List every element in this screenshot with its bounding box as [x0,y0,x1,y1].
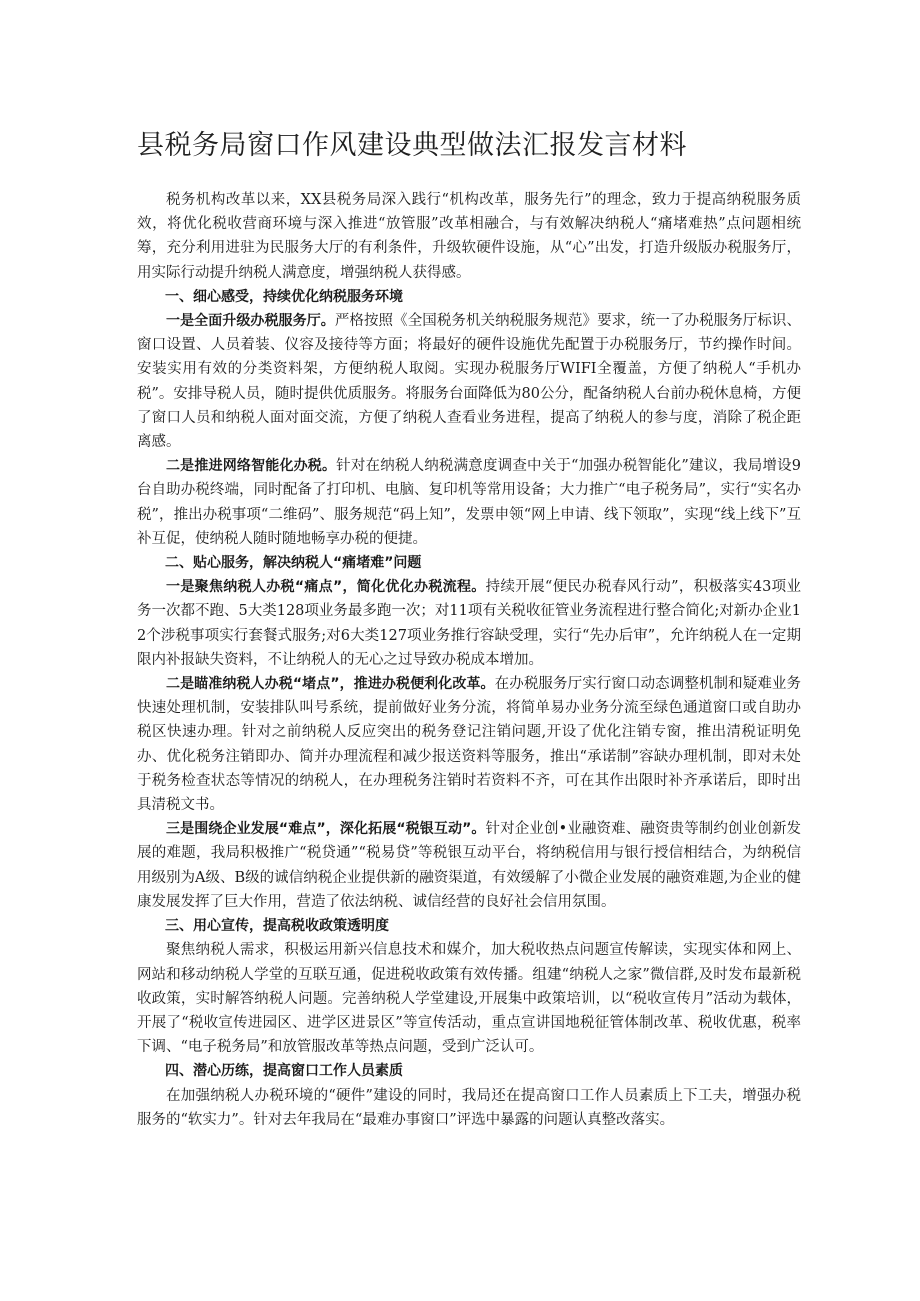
paragraph-text: 针对企业创•业融资难、融资贵等制约创业创新发展的难题，我局积极推广“税贷通”“税易贷”等税银互动平台，将纳税信用与银行授信相结合，为纳税信用级别为A级、B级的诚信纳税企业提供新的融资渠道，有效缓解了小微企业发展的融资难题,为企业的健康发展发挥了巨大作用，营造了依法纳税、诚信经营的良好社会信用氛围。 [137,821,801,910]
section-heading-4: 四、潜心历练，提高窗口工作人员素质 [165,1063,403,1080]
paragraph-text: 针对在纳税人纳税满意度调查中关于“加强办税智能化”建议，我局增设9台自助办税终端，同时配备了打印机、电脑、复印机等常用设备；大力推广“电子税务局”，实行“实名办税”，推出办税事项“二维码”、服务规范“码上知”，发票申领“网上申请、线下领取”，实现“线上线下”互补互促，使纳税人随时随地畅享办税的便捷。 [137,458,801,547]
body-paragraph: 聚焦纳税人需求，积极运用新兴信息技术和媒介，加大税收热点问题宣传解读，实现实体和网上、网站和移动纳税人学堂的互联互通，促进税收政策有效传播。组建“纳税人之家”微信群,及时发布最新税收政策，实时解答纳税人问题。完善纳税人学堂建设,开展集中政策培训，以“税收宣传月”活动为载体，开展了“税收宣传进园区、进学区进景区”等宣传活动，重点宣讲国地税征管体制改革、税收优惠，税率下调、“电子税务局”和放管服改革等热点问题，受到广泛认可。 [137,942,801,1056]
paragraph-lead: 二是推进网络智能化办税。 [166,458,337,475]
paragraph-text: 严格按照《全国税务机关纳税服务规范》要求，统一了办税服务厅标识、窗口设置、人员着装、仪容及接待等方面；将最好的硬件设施优先配置于办税服务厅，节约操作时间。安装实用有效的分类资料架，方便纳税人取阅。实现办税服务厅WIFI全覆盖，方便了纳税人“手机办税”。安排导税人员，随时提供优质服务。将服务台面降低为80公分，配备纳税人台前办税休息椅，方便了窗口人员和纳税人面对面交流，方便了纳税人查看业务进程，提高了纳税人的参与度，消除了税企距离感。 [137,313,802,451]
section-heading-3: 三、用心宣传，提高税收政策透明度 [165,918,389,935]
body-paragraph [137,672,801,817]
paragraph-text: 持续开展“便民办税春风行动”，积极落实43项业务一次都不跑、5大类128项业务最多跑一次；对11项有关税收征管业务流程进行整合简化;对新办企业12个涉税事项实行套餐式服务;对6大类127项业务推行容缺受理，实行“先办后审”，允许纳税人在一定期限内补报缺失资料，不让纳税人的无心之过导致办税成本增加。 [137,579,801,668]
paragraph-lead: 一是全面升级办税服务厅。 [166,313,335,330]
paragraph-lead: 二是瞄准纳税人办税“堵点”，推进办税便利化改革。 [166,676,495,693]
page-title: 县税务局窗口作风建设典型做法汇报发言材料 [137,130,687,161]
body-paragraph [137,454,801,551]
section-heading-1: 一、细心感受，持续优化纳税服务环境 [165,288,403,305]
section-heading-2: 二、贴心服务，解决纳税人“痛堵难”问题 [165,555,422,572]
paragraph-lead: 一是聚焦纳税人办税“痛点”，简化优化办税流程。 [166,579,486,596]
body-paragraph [137,575,801,672]
body-paragraph [137,309,801,454]
intro-paragraph: 税务机构改革以来，XX县税务局深入践行“机构改革，服务先行”的理念，致力于提高纳税服务质效，将优化税收营商环境与深入推进“放管服”改革相融合，与有效解决纳税人“痛堵难热”点问题相统筹，充分利用进驻为民服务大厅的有利条件，升级软硬件设施，从“心”出发，打造升级版办税服务厅，用实际行动提升纳税人满意度，增强纳税人获得感。 [137,192,801,281]
document-page [137,126,801,1132]
paragraph-text: 在办税服务厅实行窗口动态调整机制和疑难业务快速处理机制，安装排队叫号系统，提前做好业务分流，将简单易办业务分流至绿色通道窗口或自助办税区快速办理。针对之前纳税人反应突出的税务登记注销问题,开设了优化注销专窗，推出清税证明免办、优化税务注销即办、简并办理流程和减少报送资料等服务，推出“承诺制”容缺办理机制，即对未处于税务检查状态等情况的纳税人，在办理税务注销时若资料不齐，可在其作出限时补齐承诺后，即时出具清税文书。 [137,676,801,814]
body-paragraph [137,817,801,914]
body-paragraph: 在加强纳税人办税环境的“硬件”建设的同时，我局还在提高窗口工作人员素质上下工夫，增强办税服务的“软实力”。针对去年我局在“最难办事窗口”评选中暴露的问题认真整改落实。 [137,1087,801,1128]
paragraph-lead: 三是围绕企业发展“难点”，深化拓展“税银互动”。 [166,821,486,838]
